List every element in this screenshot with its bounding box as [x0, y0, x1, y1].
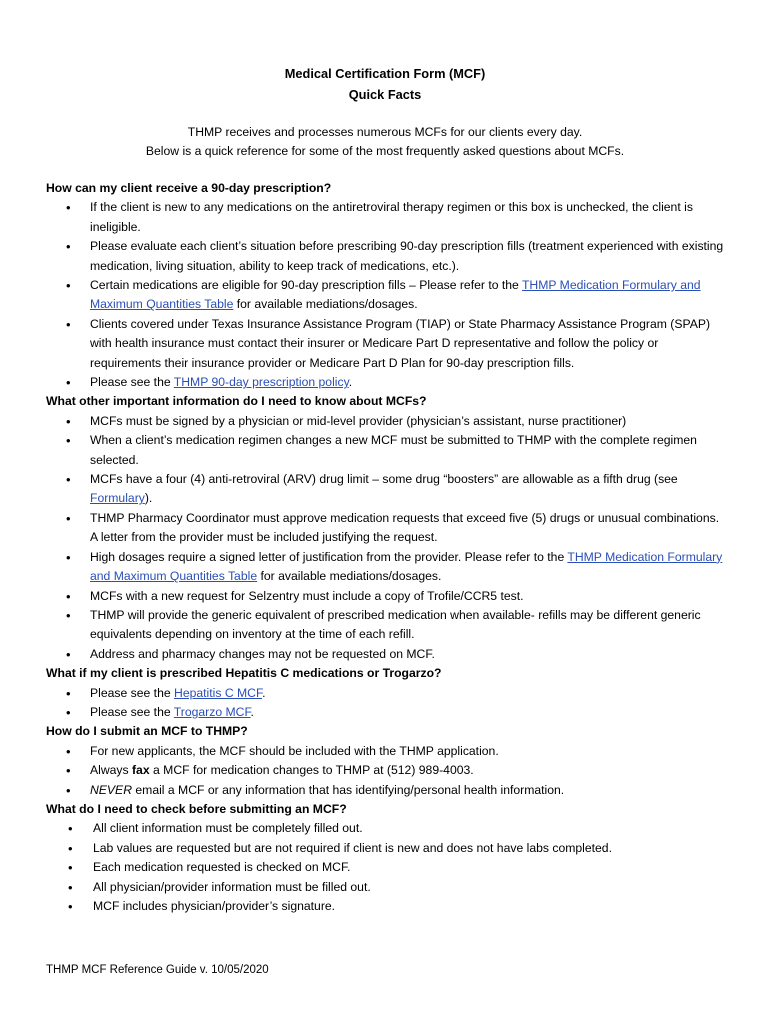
list-item [46, 373, 726, 392]
list-item-text: Please evaluate each client’s situation before prescribing 90-day prescription fills (treatment experienced with existing medication, living situation, ability to keep track of medications, etc.). [90, 239, 724, 273]
bullet-icon: • [68, 860, 73, 876]
list-item-text: MCF includes physician/provider’s signature. [93, 898, 336, 913]
list-item [46, 237, 726, 276]
section-heading: What if my client is prescribed Hepatitis C medications or Trogarzo? [46, 666, 442, 681]
list-item-text: . [262, 685, 266, 700]
bullet-list [46, 742, 726, 800]
list-item [46, 878, 726, 897]
bullet-list [46, 412, 726, 664]
list-item-text: Address and pharmacy changes may not be requested on MCF. [90, 646, 435, 661]
section-submit-mcf [46, 722, 726, 800]
list-item-text: When a client’s medication regimen changes a new MCF must be submitted to THMP with the complete regimen selected. [90, 433, 697, 467]
bullet-icon: • [66, 375, 71, 391]
list-item-text: Clients covered under Texas Insurance Assistance Program (TIAP) or State Pharmacy Assistance Program (SPAP) with health insurance must contact their insurer or Medicare Part D representative and follow the policy or requirements their insurance provider or Medicare Part D Plan for 90-day prescription fills. [90, 316, 711, 370]
list-item [46, 819, 726, 838]
section-heading: How can my client receive a 90-day prescription? [46, 181, 332, 195]
bullet-icon: • [66, 685, 71, 701]
section-heading: How do I submit an MCF to THMP? [46, 724, 248, 739]
list-item-text: MCFs have a four (4) anti-retroviral (ARV) drug limit – some drug “boosters” are allowable as a fifth drug (see [90, 472, 678, 487]
bullet-icon: • [66, 472, 71, 488]
list-item [46, 276, 726, 315]
formulary-table-link[interactable]: THMP Medication Formulary and Maximum Quantities Table [90, 278, 701, 312]
bullet-icon: • [68, 821, 73, 837]
bullet-icon: • [66, 413, 71, 429]
bullet-icon: • [66, 743, 71, 759]
title-block [0, 63, 770, 105]
bullet-list [46, 684, 726, 723]
list-item [46, 412, 726, 431]
bullet-icon: • [66, 607, 71, 623]
formulary-table-link[interactable]: THMP Medication Formulary and Maximum Quantities Table [90, 549, 723, 584]
list-item-text: All physician/provider information must be filled out. [93, 879, 371, 894]
bullet-icon: • [66, 278, 71, 294]
bullet-icon: • [66, 588, 71, 604]
list-item [46, 703, 726, 722]
list-item-text: for available mediations/dosages. [257, 569, 442, 584]
list-item-text: MCFs must be signed by a physician or mid-level provider (physician’s assistant, nurse practitioner) [90, 413, 627, 428]
list-item [46, 645, 726, 664]
list-item-text: Please see the [90, 685, 175, 700]
intro-line-2: Below is a quick reference for some of the most frequently asked questions about MCFs. [145, 144, 625, 158]
bullet-icon: • [66, 239, 71, 255]
section-checklist [46, 800, 726, 916]
section-important-information [46, 392, 726, 664]
list-item-text: All client information must be completely filled out. [93, 821, 363, 836]
bullet-icon: • [68, 840, 73, 856]
list-item-text: High dosages require a signed letter of justification from the provider. Please refer to the [90, 549, 568, 564]
list-item-text: THMP Pharmacy Coordinator must approve medication requests that exceed five (5) drugs or unusual combinations. A letter from the provider must be included justifying the request. [90, 510, 720, 545]
emphasis-fax: fax [132, 763, 150, 778]
list-item-text: THMP will provide the generic equivalent of prescribed medication when available- refills may be different generic equivalents depending on inventory at the time of each refill. [90, 607, 701, 642]
document-title: Medical Certification Form (MCF) [284, 66, 486, 81]
list-item-text: MCFs with a new request for Selzentry must include a copy of Trofile/CCR5 test. [90, 588, 524, 603]
list-item-text: For new applicants, the MCF should be included with the THMP application. [90, 743, 499, 758]
document-subtitle: Quick Facts [348, 87, 422, 102]
list-item [46, 315, 726, 373]
list-item-text: a MCF for medication changes to THMP at (512) 989-4003. [149, 763, 474, 778]
list-item-text: . [348, 375, 353, 390]
list-item-text: ). [144, 491, 153, 506]
bullet-icon: • [66, 510, 71, 526]
list-item-text: Please see the [90, 704, 174, 719]
prescription-policy-link[interactable]: THMP 90-day prescription policy [173, 375, 349, 390]
list-item-text: Please see the [90, 375, 174, 390]
bullet-icon: • [66, 704, 71, 720]
formulary-link[interactable]: Formulary [90, 491, 145, 506]
section-heading: What do I need to check before submitting an MCF? [46, 801, 347, 816]
list-item [46, 198, 726, 237]
intro-line-1: THMP receives and processes numerous MCFs for our clients every day. [187, 125, 583, 139]
list-item [46, 781, 726, 800]
emphasis-never: NEVER [90, 782, 132, 797]
list-item [46, 897, 726, 916]
list-item [46, 548, 726, 587]
bullet-icon: • [66, 646, 71, 662]
list-item-text: Lab values are requested but are not required if client is new and does not have labs completed. [93, 840, 612, 855]
list-item [46, 684, 726, 703]
list-item [46, 761, 726, 780]
list-item-text: email a MCF or any information that has identifying/personal health information. [132, 782, 565, 797]
list-item [46, 606, 726, 645]
bullet-icon: • [66, 316, 71, 332]
list-item [46, 587, 726, 606]
list-item [46, 858, 726, 877]
list-item-text: Each medication requested is checked on MCF. [93, 860, 351, 875]
trogarzo-mcf-link[interactable]: Trogarzo MCF [173, 704, 251, 719]
section-hepatitis-trogarzo [46, 664, 726, 722]
bullet-list [46, 198, 726, 392]
list-item [46, 839, 726, 858]
list-item [46, 470, 726, 509]
list-item [46, 742, 726, 761]
bullet-icon: • [66, 433, 71, 449]
section-heading: What other important information do I need to know about MCFs? [46, 394, 427, 409]
intro-block [0, 123, 770, 161]
list-item-text: for available mediations/dosages. [233, 297, 418, 312]
bullet-icon: • [68, 879, 73, 895]
bullet-list [46, 819, 726, 916]
bullet-icon: • [66, 782, 71, 798]
list-item-text: Always [90, 763, 132, 778]
list-item [46, 509, 726, 548]
bullet-icon: • [66, 200, 71, 216]
bullet-icon: • [68, 898, 73, 914]
bullet-icon: • [66, 763, 71, 779]
bullet-icon: • [66, 549, 71, 565]
hepatitis-c-mcf-link[interactable]: Hepatitis C MCF [174, 685, 263, 700]
page-footer: THMP MCF Reference Guide v. 10/05/2020 [46, 964, 269, 976]
list-item [46, 431, 726, 470]
list-item-text: . [250, 704, 254, 719]
content [46, 179, 726, 916]
list-item-text: If the client is new to any medications on the antiretroviral therapy regimen or this box is unchecked, the client is ineligible. [90, 200, 693, 234]
section-90-day-prescription [46, 179, 726, 392]
list-item-text: Certain medications are eligible for 90-day prescription fills – Please refer to the [90, 278, 522, 293]
